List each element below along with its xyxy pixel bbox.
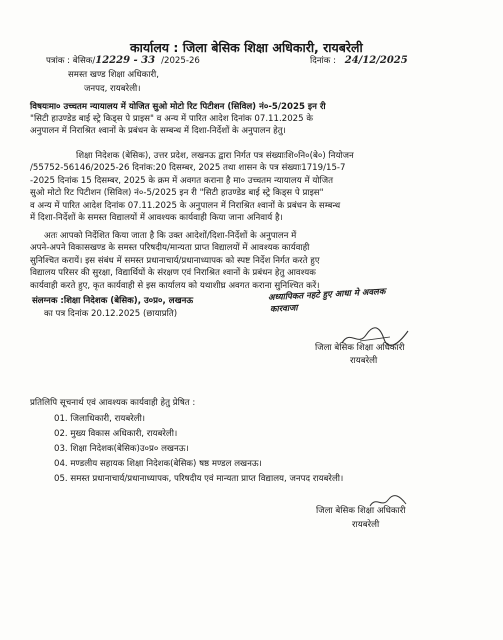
enclosure-line2: का पत्र दिनांक 20.12.2025 (छायाप्रति) [44, 309, 178, 319]
signature1-place: रायबरेली [350, 356, 378, 366]
subject-line3: अनुपालन में निराश्रित श्वानों के प्रबंधन के सम्बन्ध में दिशा-निर्देशों के अनुपालन हेतु। [30, 126, 286, 136]
copy-to-item: 05. समस्त प्रधानाचार्य/प्रधानाध्यापक, परिषदीय एवं मान्यता प्राप्त विद्यालय, जनपद रायबरेली। [54, 474, 344, 484]
copy-to-item: 04. मण्डलीय सहायक शिक्षा निदेशक(बेसिक) षष्ठ मण्डल लखनऊ। [54, 459, 262, 469]
para1-line: व अन्य में पारित आदेश दिनांक 07.11.2025 के अनुपालन में निराश्रित श्वानों के प्रबंधन के सम्बन्ध [30, 200, 341, 211]
body-paragraph-2 [30, 230, 478, 292]
body-paragraph-1 [30, 150, 478, 224]
para1-line: /55752-56146/2025-26 दिनांक:20 दिसम्बर, 2025 तथा शासन के पत्र संख्याः1719/15-7 [30, 163, 346, 174]
signature1-designation: जिला बेसिक शिक्षा अधिकारी [315, 343, 405, 353]
reference-number [46, 55, 200, 67]
signature2-place: रायबरेली [352, 520, 380, 530]
copy-to-heading: प्रतिलिपि सूचनार्थ एवं आवश्यक कार्यवाही हेतु प्रेषित : [30, 398, 196, 408]
para2-line: विद्यालय परिसर की सुरक्षा, विद्यार्थियों के संरक्षण एवं निराश्रित श्वानों के प्रबंधन हेतु आवश्यक [30, 268, 316, 279]
subject-line2: "सिटी हाउण्डेड बाई स्ट्रे किड्स पे प्राइस" व अन्य में पारित आदेश दिनांक 07.11.2025 के [30, 114, 313, 124]
handwritten-note-line2: कारवाजा [269, 303, 298, 315]
para2-line: कार्यवाही करते हुए, कृत कार्यवाही से इस कार्यालय को यथाशीघ्र अवगत कराना सुनिश्चित करें। [30, 280, 320, 291]
para2-line: अतः आपको निर्देशित किया जाता है कि उक्त आदेशों/दिशा-निर्देशों के अनुपालन में [44, 231, 297, 241]
date-line [310, 55, 408, 67]
para1-line: सुओ मोटो रिट पिटीशन (सिविल) नं०-5/2025 इन री "सिटी हाउण्डेड बाई स्ट्रे किड्स पे प्राइस" [30, 188, 324, 199]
date-handwritten: 24/12/2025 [344, 55, 408, 66]
copy-to-item: 02. मुख्य विकास अधिकारी, रायबरेली। [54, 429, 178, 439]
para1-line: में दिशा-निर्देशों के समस्त विद्यालयों में आवश्यक कार्यवाही किया जाना अनिवार्य है। [30, 213, 283, 224]
recipient-line1: समस्त खण्ड शिक्षा अधिकारी, [68, 70, 159, 80]
para1-line: -2025 दिनांक 15 दिसम्बर, 2025 के क्रम में अवगत कराना है मा० उच्चतम न्यायालय में योजित [30, 175, 334, 186]
ref-suffix: /2025-26 [161, 56, 200, 66]
date-label: दिनांक : [310, 56, 337, 66]
copy-to-item: 01. जिलाधिकारी, रायबरेली। [54, 414, 146, 424]
para2-line: अपने-अपने विकासखण्ड के समस्त परिषदीय/मान्यता प्राप्त विद्यालयों में आवश्यक कार्यवाही [30, 243, 310, 254]
para2-line: सुनिश्चित करायें। इस संबंध में समस्त प्रधानाचार्य/प्रधानाध्यापक को स्पष्ट निर्देश निर्गत करते हुए [30, 255, 320, 266]
handwritten-note-line1: अध्यापिकत नहटे हुए आधा मे अवलक [267, 286, 386, 304]
signature2-designation: जिला बेसिक शिक्षा अधिकारी [316, 506, 406, 516]
enclosure-line1: संलग्नक :शिक्षा निदेशक (बेसिक), उ०प्र०, लखनऊ [32, 296, 194, 306]
recipient-line2: जनपद, रायबरेली। [84, 84, 141, 94]
office-title: कार्यालय : जिला बेसिक शिक्षा अधिकारी, रायबरेली [130, 40, 363, 55]
copy-to-item: 03. शिक्षा निदेशक(बेसिक)उ०प्र० लखनऊ। [54, 444, 189, 454]
ref-prefix: पत्रांक : बेसिक/ [46, 56, 96, 66]
para1-line: शिक्षा निदेशक (बेसिक), उत्तर प्रदेश, लखनऊ द्वारा निर्गत पत्र संख्याःशि०नि०(बे०) नियोजन [76, 151, 354, 161]
ref-number-handwritten: 12229 - 33 [95, 55, 156, 66]
subject-line1: विषयःमा० उच्चतम न्यायालय में योजित सुओ मोटो रिट पिटीशन (सिविल) नं०-5/2025 इन री [30, 102, 326, 112]
